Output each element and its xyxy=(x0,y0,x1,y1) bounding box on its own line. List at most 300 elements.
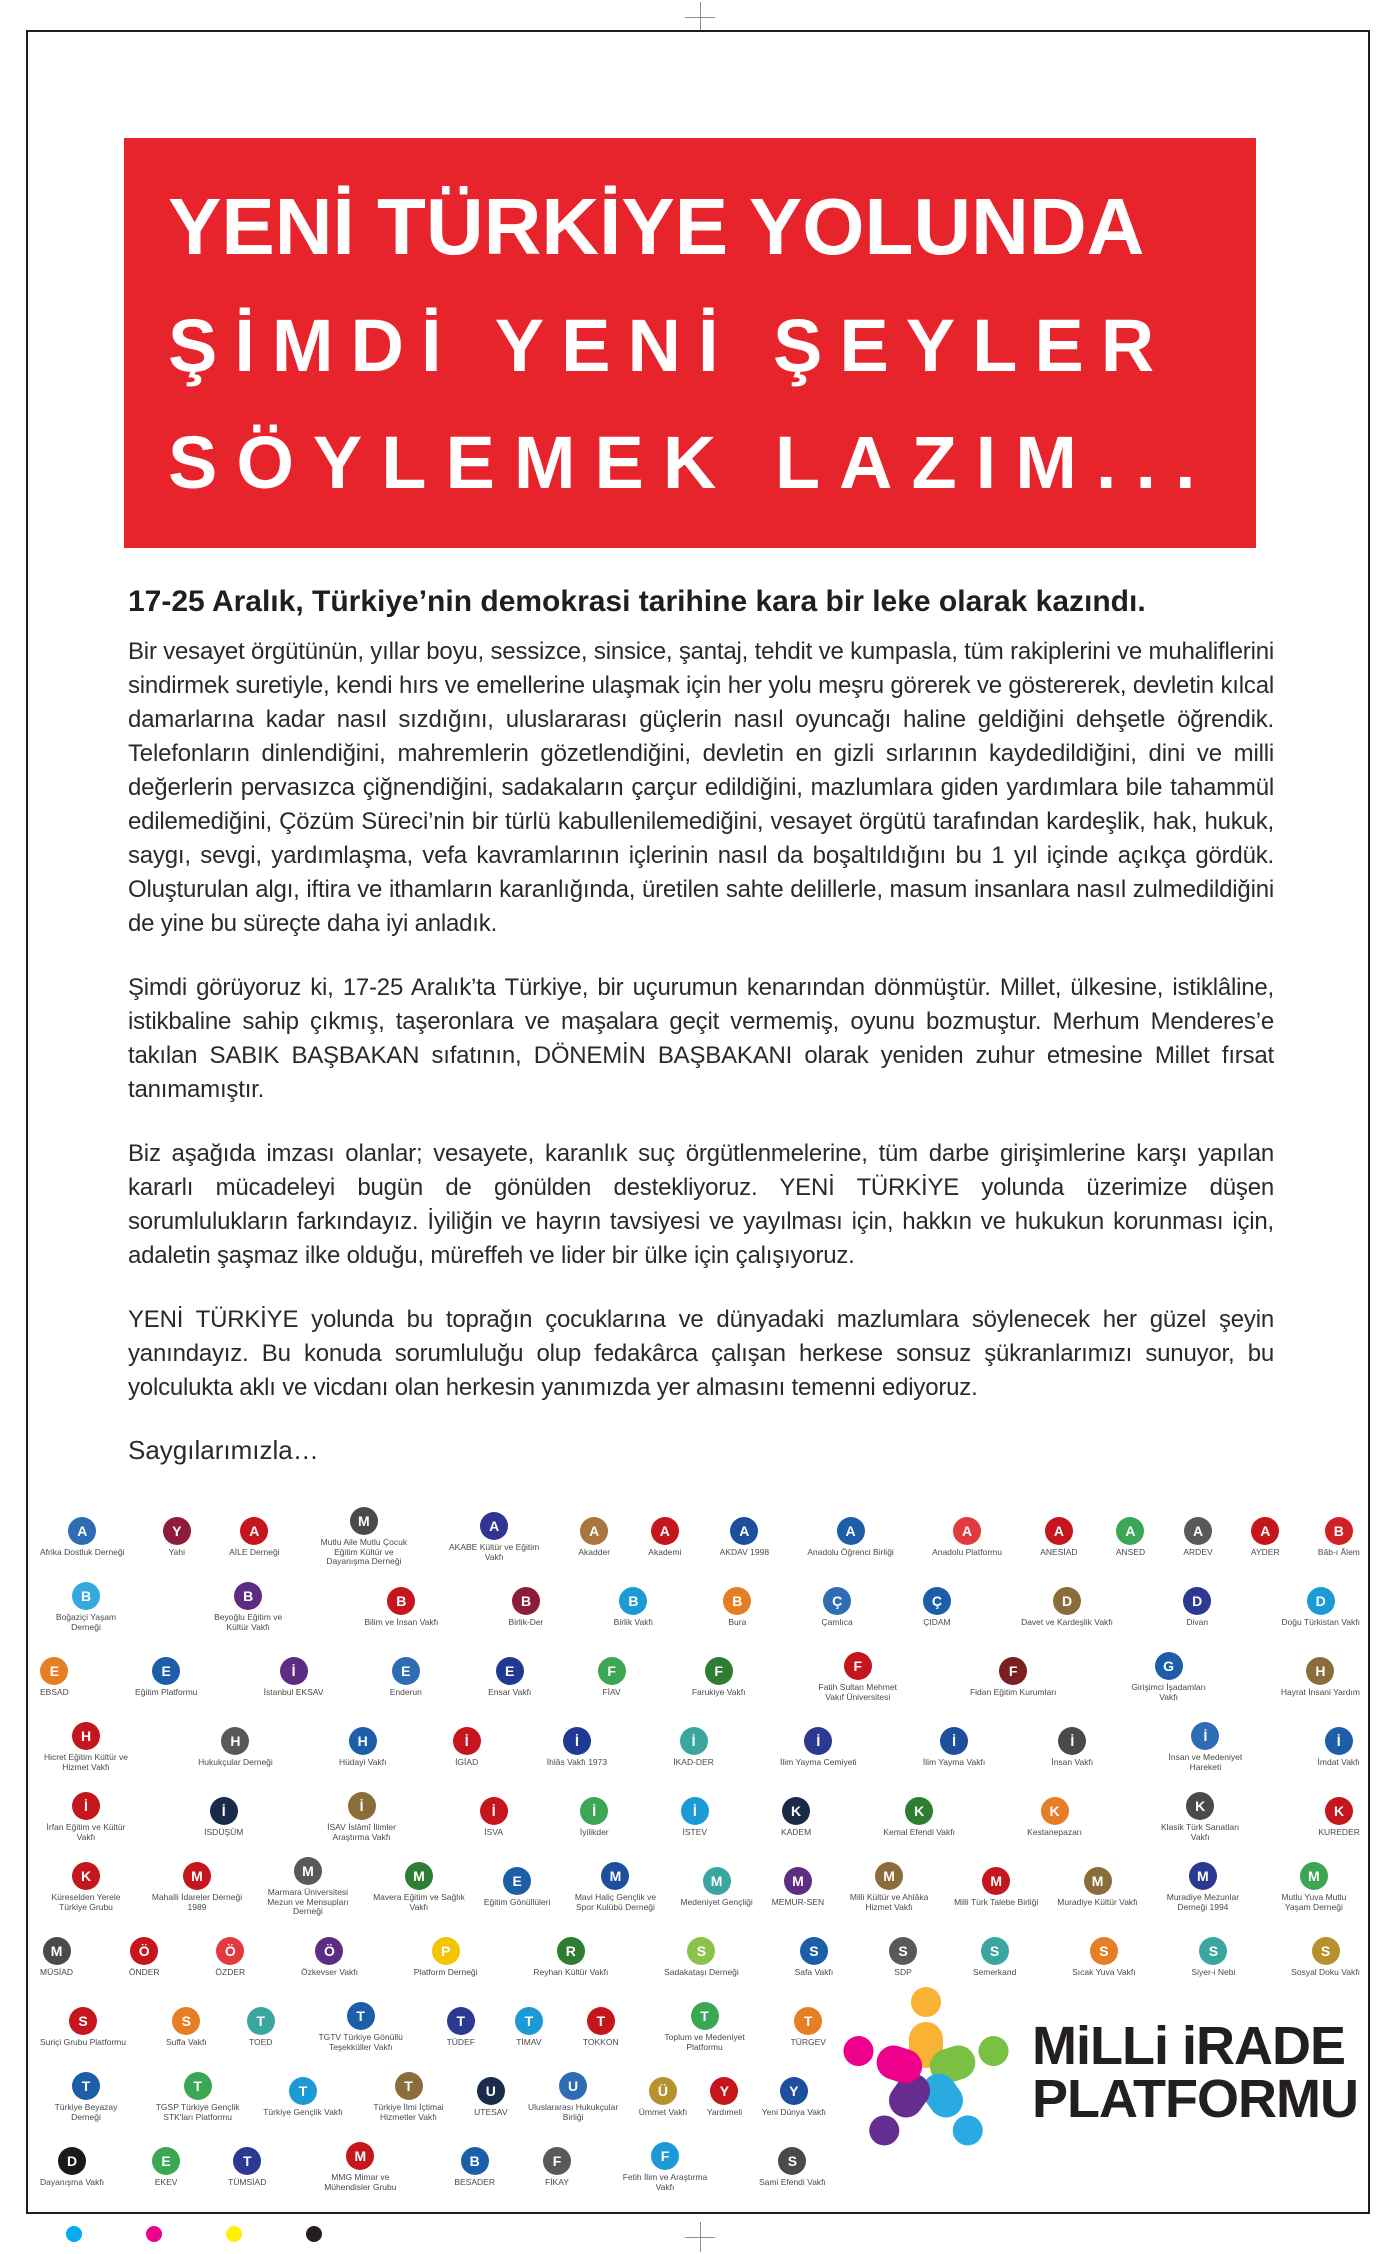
org-logo-icon: B xyxy=(512,1587,540,1615)
org-logo-icon: M xyxy=(982,1867,1010,1895)
org-logo-label: Birlik-Der xyxy=(508,1617,544,1627)
org-logo-label: Muradiye Kültür Vakfı xyxy=(1057,1897,1138,1907)
org-logo-label: AİLE Derneği xyxy=(229,1547,280,1557)
org-logo xyxy=(264,1657,324,1697)
registration-crosshair-icon xyxy=(685,2222,715,2252)
org-logo xyxy=(262,1857,354,1916)
org-logo-label: MEMUR-SEN xyxy=(771,1897,825,1907)
org-logo xyxy=(166,2007,207,2047)
org-logo-label: Sosyal Doku Vakfı xyxy=(1291,1967,1360,1977)
org-logo xyxy=(40,1937,73,1977)
cmyk-registration-dots xyxy=(66,2226,322,2242)
org-logo-label: İstanbul EKSAV xyxy=(263,1687,324,1697)
org-logo xyxy=(648,1517,681,1557)
org-logo-icon: A xyxy=(730,1517,758,1545)
org-logo-icon: H xyxy=(1306,1657,1334,1685)
org-logo xyxy=(40,2147,104,2187)
org-logo-icon: S xyxy=(172,2007,200,2035)
org-logo xyxy=(973,1937,1016,1977)
org-logo-label: Kemal Efendi Vakfı xyxy=(883,1827,956,1837)
org-logo-icon: T xyxy=(691,2002,719,2030)
org-logo-label: Enderun xyxy=(389,1687,422,1697)
org-logo-label: MÜSİAD xyxy=(40,1967,74,1977)
org-logo-icon: İ xyxy=(681,1797,709,1825)
org-logo-icon: B xyxy=(619,1587,647,1615)
org-logo xyxy=(202,1582,294,1632)
org-logo xyxy=(484,1867,551,1907)
org-logo-label: ÖNDER xyxy=(128,1967,160,1977)
org-logo-icon: T xyxy=(347,2002,375,2030)
org-logo xyxy=(1281,1587,1360,1627)
org-logo-label: Yeni Dünya Vakfı xyxy=(761,2107,826,2117)
body-text-column xyxy=(128,585,1274,1492)
milli-irade-mark-icon xyxy=(836,1983,1016,2163)
org-logo-label: Bura xyxy=(728,1617,747,1627)
org-logo xyxy=(883,1797,955,1837)
subheadline: 17-25 Aralık, Türkiye’nin demokrasi tarihine kara bir leke olarak kazındı. xyxy=(128,585,1146,618)
headline-banner xyxy=(124,138,1256,548)
org-logo-label: Yardımeli xyxy=(706,2107,743,2117)
org-logo xyxy=(707,2077,742,2117)
org-logo xyxy=(822,1587,853,1627)
org-logo xyxy=(619,2142,711,2192)
org-logo-label: Semerkand xyxy=(972,1967,1017,1977)
org-logo-icon: T xyxy=(587,2007,615,2035)
org-logo xyxy=(1318,1727,1360,1767)
org-logo xyxy=(1027,1797,1082,1837)
org-logo-label: Marmara Üniversitesi Mezun ve Mensupları Derneği xyxy=(267,1888,349,1917)
org-logo-icon: E xyxy=(392,1657,420,1685)
org-logo-label: Birlik Vakfı xyxy=(613,1617,654,1627)
org-logo-icon: S xyxy=(778,2147,806,2175)
org-logo xyxy=(509,1587,544,1627)
org-logo-label: İGİAD xyxy=(455,1757,479,1767)
org-logo-icon: T xyxy=(233,2147,261,2175)
org-logo xyxy=(474,2077,507,2117)
org-logo-label: Akadder xyxy=(578,1547,611,1557)
org-logo-label: Bâb-ı Âlem xyxy=(1317,1547,1360,1557)
org-logo xyxy=(1318,1797,1360,1837)
org-logo-icon: F xyxy=(844,1652,872,1680)
org-logo xyxy=(314,2142,406,2192)
org-logo xyxy=(1021,1587,1113,1627)
org-logo xyxy=(781,1797,811,1837)
org-logo-icon: F xyxy=(999,1657,1027,1685)
org-logo xyxy=(414,1937,478,1977)
org-logo-icon: S xyxy=(1199,1937,1227,1965)
org-logo-label: Küreselden Yerele Türkiye Grubu xyxy=(51,1893,121,1912)
org-logo xyxy=(889,1937,917,1977)
org-logo-icon: S xyxy=(1312,1937,1340,1965)
org-logo xyxy=(198,1727,273,1767)
org-logo-label: İKAD-DER xyxy=(673,1757,714,1767)
org-logo-label: Özkevser Vakfı xyxy=(300,1967,358,1977)
org-logo-icon: İ xyxy=(210,1797,238,1825)
org-logo-label: Milli Kültür ve Ahlâka Hizmet Vakfı xyxy=(849,1893,929,1912)
org-logo-label: TGTV Türkiye Gönüllü Teşekküller Vakfı xyxy=(318,2033,403,2052)
org-logo xyxy=(614,1587,654,1627)
org-logo-label: Suriçi Grubu Platformu xyxy=(40,2037,126,2047)
org-logo-icon: M xyxy=(875,1862,903,1890)
org-logo xyxy=(1116,1517,1145,1557)
org-logo xyxy=(1268,1862,1360,1912)
org-logo-label: Siyer-i Nebi xyxy=(1191,1967,1236,1977)
org-logo-icon: İ xyxy=(804,1727,832,1755)
org-logo xyxy=(1318,1517,1360,1557)
org-logo-label: Türkiye Beyazay Derneği xyxy=(54,2103,118,2122)
color-dot xyxy=(226,2226,242,2242)
org-logo xyxy=(229,1517,280,1557)
org-logo-icon: T xyxy=(395,2072,423,2100)
org-logo-label: Beyoğlu Eğitim ve Kültür Vakfı xyxy=(214,1613,283,1632)
org-logo-label: Fetih İlim ve Araştırma Vakfı xyxy=(622,2173,708,2192)
org-logo xyxy=(364,1587,438,1627)
org-logo-label: Anadolu Öğrenci Birliği xyxy=(807,1547,894,1557)
org-logo-label: Muradiye Mezunlar Derneği 1994 xyxy=(1166,1893,1240,1912)
org-logo-label: Farukiye Vakfı xyxy=(691,1687,746,1697)
color-dot xyxy=(66,2226,82,2242)
org-logo-label: AYDER xyxy=(1250,1547,1280,1557)
org-logo-icon: D xyxy=(1053,1587,1081,1615)
org-logo-icon: P xyxy=(432,1937,460,1965)
org-logo xyxy=(247,2007,275,2047)
org-logo-icon: B xyxy=(387,1587,415,1615)
org-logo xyxy=(680,1867,752,1907)
org-logo xyxy=(692,1657,746,1697)
org-logo xyxy=(390,1657,422,1697)
org-logo-icon: F xyxy=(705,1657,733,1685)
org-logo-label: Anadolu Platformu xyxy=(932,1547,1002,1557)
org-logo-icon: İ xyxy=(480,1797,508,1825)
org-logo-icon: İ xyxy=(940,1727,968,1755)
org-logo-label: KADEM xyxy=(780,1827,812,1837)
org-logo-label: Ensar Vakfı xyxy=(488,1687,532,1697)
org-logo-label: İnsan Vakfı xyxy=(1051,1757,1094,1767)
org-logo xyxy=(569,1862,661,1912)
org-logo-icon: İ xyxy=(680,1727,708,1755)
org-logo-label: Klasik Türk Sanatları Vakfı xyxy=(1161,1823,1240,1842)
org-logo xyxy=(578,1517,610,1557)
logo-row xyxy=(40,1642,1360,1712)
org-logo xyxy=(315,2002,407,2052)
org-logo-icon: İ xyxy=(563,1727,591,1755)
org-logo-icon: Ö xyxy=(315,1937,343,1965)
org-logo-label: Türkiye İlmi İçtimai Hizmetler Vakfı xyxy=(373,2103,444,2122)
org-logo-icon: A xyxy=(1251,1517,1279,1545)
org-logo-icon: A xyxy=(1184,1517,1212,1545)
org-logo xyxy=(923,1587,951,1627)
org-logo-label: MMG Mimar ve Mühendisler Grubu xyxy=(324,2173,397,2192)
closing-salutation: Saygılarımızla… xyxy=(128,1435,319,1465)
org-logo xyxy=(970,1657,1056,1697)
org-logo-label: Sadakataşı Derneği xyxy=(664,1967,739,1977)
milli-irade-wordmark-line-1: MiLLi iRADE xyxy=(1032,2016,1345,2077)
org-logo-label: Eğitim Gönüllüleri xyxy=(483,1897,551,1907)
org-logo xyxy=(152,2072,244,2122)
org-logo-icon: B xyxy=(461,2147,489,2175)
org-logo-icon: M xyxy=(1189,1862,1217,1890)
org-logo xyxy=(843,1862,935,1912)
org-logo-icon: F xyxy=(543,2147,571,2175)
org-logo xyxy=(1183,1587,1211,1627)
org-logo-label: Doğu Türkistan Vakfı xyxy=(1281,1617,1360,1627)
org-logo xyxy=(1157,1862,1249,1912)
org-logo xyxy=(163,1517,191,1557)
org-logo-label: İhlâs Vakfı 1973 xyxy=(546,1757,608,1767)
org-logo xyxy=(1159,1722,1251,1772)
org-logo-icon: E xyxy=(503,1867,531,1895)
org-logo-label: TOKKON xyxy=(582,2037,619,2047)
org-logo xyxy=(263,2077,343,2117)
org-logo xyxy=(1183,1517,1212,1557)
org-logo-icon: Ç xyxy=(923,1587,951,1615)
body-paragraph-2: Şimdi görüyoruz ki, 17-25 Aralık’ta Türkiye, bir uçurumun kenarından dönmüştür. Millet, ülkesine, istiklâline, istikbaline sahip çıkmış, taşeronlara ve maşalara geçit vermemiş, oyunu bozmuştur. Merhum Menderes’e takılan SABIK BAŞBAKAN sıfatının, DÖNEMİN BAŞBAKANI olarak yeniden zuhur etmesine Millet fırsat tanımamıştır. xyxy=(128,974,1274,1103)
org-logo-icon: Ö xyxy=(130,1937,158,1965)
org-logo-icon: K xyxy=(782,1797,810,1825)
org-logo-label: Fatih Sultan Mehmet Vakıf Üniversitesi xyxy=(818,1683,897,1702)
org-logo-label: İlim Yayma Vakfı xyxy=(922,1757,986,1767)
org-logo-label: Ümmet Vakfı xyxy=(638,2107,688,2117)
org-logo-icon: U xyxy=(477,2077,505,2105)
body-paragraph-1: Bir vesayet örgütünün, yıllar boyu, sessizce, sinsice, şantaj, tehdit ve kumpasla, tüm rakiplerini ve muhaliflerini sindirmek suretiyle, kendi hırs ve emellerine ulaşmak için her yolu meşru görerek ve göstererek, devletin kılcal damarlarına kadar nasıl sızdığını, uluslararası güçlerin nasıl oyuncağı haline geldiğini dehşetle öğrendik. Telefonların dinlendiğini, mahremlerin gözetlendiğini, devletin en gizli sırlarının kaydedildiğini, dini ve milli değerlerin pervasızca çiğnendiğini, sadakaların çarçur edildiğini, mazlumlara giden yardımlara bile tahammül edilemediğini, Çözüm Süreci’nin bir türlü kabullenilemediğini, vesayet örgütü tarafından kardeşlik, hak, hukuk, saygı, sevgi, yardımlaşma, vefa kavramlarının içlerinin nasıl da boşaltıldığını bu 1 yıl içinde açıkça gördük. Oluşturulan algı, iftira ve ithamların karanlığında, üretilen sahte delillerle, masum insanlara nasıl zulmedildiğini de yine bu süreçte daha iyi anladık. xyxy=(128,638,1274,937)
org-logo-label: İyilikder xyxy=(579,1827,609,1837)
org-logo xyxy=(932,1517,1002,1557)
org-logo-icon: T xyxy=(794,2007,822,2035)
org-logo xyxy=(135,1657,197,1697)
org-logo-label: Eğitim Platformu xyxy=(135,1687,198,1697)
org-logo xyxy=(204,1797,243,1837)
org-logo-icon: İ xyxy=(72,1792,100,1820)
org-logo xyxy=(580,1797,609,1837)
org-logo-icon: M xyxy=(183,1862,211,1890)
org-logo-icon: M xyxy=(294,1857,322,1885)
logo-row xyxy=(40,1992,826,2062)
org-logo xyxy=(301,1937,358,1977)
org-logo xyxy=(547,1727,607,1767)
org-logo-label: TÜDEF xyxy=(446,2037,475,2047)
org-logo-icon: K xyxy=(1186,1792,1214,1820)
org-logo-label: Mahalli İdareler Derneği 1989 xyxy=(151,1893,243,1912)
org-logo xyxy=(447,2007,475,2047)
headline-line-1: YENİ TÜRKİYE YOLUNDA xyxy=(168,181,1145,271)
logo-row xyxy=(40,1572,1360,1642)
org-logo-icon: A xyxy=(837,1517,865,1545)
org-logo xyxy=(488,1657,531,1697)
org-logo-label: BESADER xyxy=(454,2177,495,2187)
org-logo-icon: M xyxy=(703,1867,731,1895)
org-logo-icon: T xyxy=(247,2007,275,2035)
org-logo-icon: T xyxy=(72,2072,100,2100)
org-logo xyxy=(339,1727,387,1767)
registration-crosshair-icon xyxy=(685,2,715,32)
org-logo-icon: Ö xyxy=(216,1937,244,1965)
org-logo xyxy=(598,1657,626,1697)
org-logo xyxy=(762,2077,826,2117)
org-logo xyxy=(543,2147,571,2187)
org-logo xyxy=(812,1652,904,1702)
org-logo-label: İSDÜŞÜM xyxy=(204,1827,244,1837)
org-logo-icon: S xyxy=(69,2007,97,2035)
org-logo xyxy=(533,1937,608,1977)
org-logo-label: İSTEV xyxy=(682,1827,708,1837)
org-logo-icon: H xyxy=(72,1722,100,1750)
org-logo-icon: İ xyxy=(580,1797,608,1825)
org-logo-icon: E xyxy=(152,2147,180,2175)
org-logo xyxy=(1123,1652,1215,1702)
org-logo-icon: K xyxy=(905,1797,933,1825)
org-logo-icon: Y xyxy=(710,2077,738,2105)
logo-row xyxy=(40,1502,1360,1572)
org-logo xyxy=(448,1512,540,1562)
org-logo xyxy=(1040,1517,1077,1557)
org-logo xyxy=(1281,1657,1360,1697)
org-logo xyxy=(664,1937,739,1977)
org-logo xyxy=(807,1517,893,1557)
org-logo-label: FİKAY xyxy=(545,2177,569,2187)
org-logo xyxy=(373,1862,465,1912)
org-logo-label: Akademi xyxy=(648,1547,682,1557)
org-logo-icon: H xyxy=(221,1727,249,1755)
headline-line-2: ŞİMDİ YENİ ŞEYLER xyxy=(168,304,1172,387)
logo-row xyxy=(40,2132,826,2202)
org-logo-icon: D xyxy=(58,2147,86,2175)
org-logo xyxy=(40,2007,126,2047)
org-logo xyxy=(954,1867,1038,1907)
org-logo-label: ÖZDER xyxy=(215,1967,246,1977)
milli-irade-wordmark-line-2: PLATFORMU xyxy=(1032,2069,1358,2129)
org-logo-label: AKDAV 1998 xyxy=(719,1547,770,1557)
org-logo-label: ANESİAD xyxy=(1040,1547,1078,1557)
org-logo-label: KUREDER xyxy=(1318,1827,1360,1837)
org-logo-icon: U xyxy=(559,2072,587,2100)
org-logo-label: Dayanışma Vakfı xyxy=(40,2177,105,2187)
org-logo-icon: M xyxy=(350,1507,378,1535)
logo-row xyxy=(40,2062,826,2132)
org-logo-label: Mutlu Yuva Mutlu Yaşam Derneği xyxy=(1281,1893,1347,1912)
org-logo-label: Çamlıca xyxy=(821,1617,853,1627)
org-logo-label: TGSP Türkiye Gençlik STK'ları Platformu xyxy=(155,2103,240,2122)
org-logo-label: İnsan ve Medeniyet Hareketi xyxy=(1168,1753,1243,1772)
org-logo-icon: B xyxy=(723,1587,751,1615)
org-logo-label: İrfan Eğitim ve Kültür Vakfı xyxy=(46,1823,126,1842)
org-logo-icon: K xyxy=(1325,1797,1353,1825)
org-logo xyxy=(720,1517,769,1557)
org-logo xyxy=(454,2147,495,2187)
org-logo xyxy=(480,1797,508,1837)
org-logo-label: Davet ve Kardeşlik Vakfı xyxy=(1021,1617,1114,1627)
org-logo-label: İSAV İslâmî İlimler Araştırma Vakfı xyxy=(327,1823,396,1842)
org-logo-icon: A xyxy=(1116,1517,1144,1545)
org-logo-label: TOED xyxy=(248,2037,273,2047)
org-logo-label: ARDEV xyxy=(1183,1547,1213,1557)
org-logo xyxy=(318,1507,410,1566)
headline-line-3: SÖYLEMEK LAZIM... xyxy=(168,420,1215,504)
milli-irade-wordmark xyxy=(1032,2016,1358,2129)
org-logo-label: ANSED xyxy=(1115,1547,1146,1557)
org-logo-icon: S xyxy=(687,1937,715,1965)
org-logo xyxy=(40,2072,132,2122)
org-logo xyxy=(129,1937,160,1977)
org-logo-label: Sıcak Yuva Vakfı xyxy=(1072,1967,1136,1977)
logo-row xyxy=(40,1712,1360,1782)
color-dot xyxy=(306,2226,322,2242)
org-logo-label: Mavera Eğitim ve Sağlık Vakfı xyxy=(373,1893,465,1912)
logo-row xyxy=(40,1852,1360,1922)
org-logo-label: Boğaziçi Yaşam Derneği xyxy=(55,1613,117,1632)
org-logo xyxy=(681,1797,709,1837)
org-logo xyxy=(1057,1867,1138,1907)
org-logo xyxy=(228,2147,266,2187)
org-logo-icon: D xyxy=(1307,1587,1335,1615)
org-logo xyxy=(772,1867,824,1907)
org-logo xyxy=(363,2072,455,2122)
org-logo-icon: İ xyxy=(1191,1722,1219,1750)
org-logo-icon: S xyxy=(1090,1937,1118,1965)
org-logo-icon: A xyxy=(580,1517,608,1545)
org-logo-icon: B xyxy=(72,1582,100,1610)
org-logo-icon: F xyxy=(651,2142,679,2170)
org-logo-label: İmdat Vakfı xyxy=(1317,1757,1360,1767)
org-logo xyxy=(152,2147,180,2187)
org-logo xyxy=(723,1587,751,1627)
org-logo xyxy=(40,1582,132,1632)
org-logo-label: Platform Derneği xyxy=(413,1967,478,1977)
org-logo xyxy=(453,1727,481,1767)
org-logo-label: Safa Vakfı xyxy=(794,1967,834,1977)
org-logo xyxy=(1051,1727,1093,1767)
org-logo-label: TÜRGEV xyxy=(790,2037,826,2047)
org-logo xyxy=(1191,1937,1235,1977)
org-logo-label: TÜMSİAD xyxy=(228,2177,267,2187)
org-logo-label: Hayrat İnsani Yardım xyxy=(1280,1687,1360,1697)
org-logo-icon: T xyxy=(515,2007,543,2035)
body-paragraph-4: YENİ TÜRKİYE yolunda bu toprağın çocuklarına ve dünyadaki mazlumlara söylenecek her güzel şeyin yanındayız. Bu konuda sorumluluğu olup fedakârca çalışan herkese sonsuz şükranlarımızı sunuyor, bu yolculukta aklı ve vicdanı olan herkesin yanımızda yer almasını temenni ediyoruz. xyxy=(128,1306,1274,1401)
org-logo-label: EBSAD xyxy=(40,1687,69,1697)
org-logo-label: Girişimci İşadamları Vakfı xyxy=(1131,1683,1206,1702)
org-logo-label: Yahi xyxy=(168,1547,185,1557)
org-logo xyxy=(780,1727,857,1767)
org-logo-icon: İ xyxy=(348,1792,376,1820)
org-logo xyxy=(639,2077,688,2117)
org-logo-icon: M xyxy=(784,1867,812,1895)
org-logo-label: Sami Efendi Vakfı xyxy=(758,2177,826,2187)
org-logo-icon: Ç xyxy=(823,1587,851,1615)
body-paragraph-3: Biz aşağıda imzası olanlar; vesayete, karanlık suç örgütlenmelerine, tüm darbe girişimlerine karşı yapılan kararlı mücadeleyi bugün de gönülden destekliyoruz. YENİ TÜRKİYE yolunda üzerimize düşen sorumlulukların farkındayız. İyiliğin ve hayrın tavsiyesi ve yayılması için, hakkın ve hukukun korunması için, adaletin şaşmaz ilke olduğu, müreffeh ve lider bir ülke için çalışıyoruz. xyxy=(128,1140,1274,1269)
org-logo-icon: M xyxy=(1084,1867,1112,1895)
org-logo-icon: A xyxy=(1045,1517,1073,1545)
org-logo-icon: B xyxy=(1325,1517,1353,1545)
org-logo-icon: A xyxy=(480,1512,508,1540)
color-dot xyxy=(146,2226,162,2242)
org-logo-label: Türkiye Gençlik Vakfı xyxy=(263,2107,343,2117)
org-logo-icon: M xyxy=(346,2142,374,2170)
org-logo xyxy=(1291,1937,1360,1977)
org-logo xyxy=(151,1862,243,1912)
org-logo-icon: T xyxy=(184,2072,212,2100)
org-logo xyxy=(527,2072,619,2122)
org-logo-label: Toplum ve Medeniyet Platformu xyxy=(664,2033,745,2052)
org-logo xyxy=(923,1727,985,1767)
org-logo-label: Afrika Dostluk Derneği xyxy=(40,1547,125,1557)
org-logo-icon: D xyxy=(1183,1587,1211,1615)
org-logo-icon: H xyxy=(349,1727,377,1755)
org-logo-label: Milli Türk Talebe Birliği xyxy=(954,1897,1039,1907)
org-logo xyxy=(1251,1517,1280,1557)
org-logo-icon: İ xyxy=(1058,1727,1086,1755)
org-logo xyxy=(1154,1792,1246,1842)
org-logo-icon: M xyxy=(43,1937,71,1965)
org-logo-label: Mavi Haliç Gençlik ve Spor Kulübü Derneği xyxy=(574,1893,657,1912)
